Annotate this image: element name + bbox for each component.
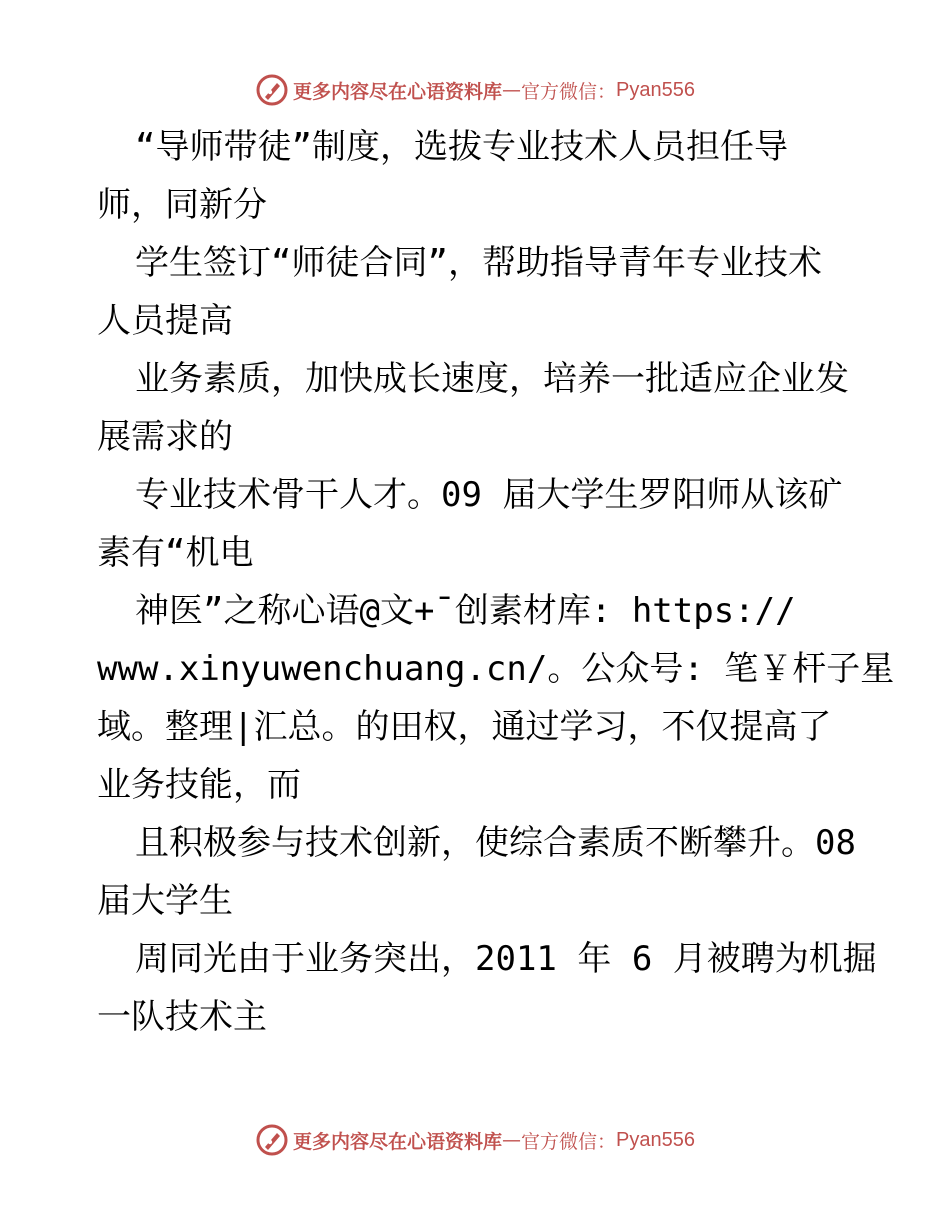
text-line: “导师带徒”制度，选拔专业技术人员担任导: [135, 127, 788, 167]
document-body: [97, 118, 895, 1046]
text-line: 专业技术骨干人才。09 届大学生罗阳师从该矿: [135, 475, 843, 515]
text-line: 周同光由于业务突出，2011 年 6 月被聘为机掘: [135, 939, 877, 979]
text-line: 人员提高: [97, 301, 233, 341]
banner-wechat-id: Pyan556: [616, 1128, 695, 1151]
paragraph: [97, 234, 857, 350]
text-line: 业务素质，加快成长速度，培养一批适应企业发: [135, 359, 849, 399]
banner-wechat-label: 官方微信：: [521, 80, 617, 103]
paragraph: [97, 118, 857, 234]
footer-banner: [0, 1120, 950, 1160]
text-line: 师，同新分: [97, 185, 267, 225]
paragraph: [97, 582, 895, 814]
text-line: 业务技能，而: [97, 765, 301, 805]
banner-separator: —: [502, 1129, 522, 1151]
text-line: 学生签订“师徒合同”，帮助指导青年专业技术: [135, 243, 822, 283]
text-line: 一队技术主: [97, 997, 267, 1037]
paragraph: [97, 930, 877, 1046]
paragraph: [97, 350, 857, 466]
header-banner: [0, 70, 950, 110]
text-line: 素有“机电: [97, 533, 254, 573]
banner-brand-text: 更多内容尽在心语资料库: [293, 1130, 503, 1153]
text-line: 神医”之称心语@文+¯创素材库: https://: [135, 591, 796, 631]
pen-nib-seal-icon: [255, 1123, 289, 1157]
paragraph: [97, 466, 857, 582]
paragraph: [97, 814, 857, 930]
banner-separator: —: [502, 79, 522, 101]
text-line: www.xinyuwenchuang.cn/。公众号: 笔￥杆子星: [97, 649, 895, 689]
banner-wechat-label: 官方微信：: [521, 1130, 617, 1153]
banner-brand-text: 更多内容尽在心语资料库: [293, 80, 503, 103]
text-line: 域。整理|汇总。的田权，通过学习，不仅提高了: [97, 707, 832, 747]
text-line: 展需求的: [97, 417, 233, 457]
text-line: 届大学生: [97, 881, 233, 921]
banner-wechat-id: Pyan556: [616, 78, 695, 101]
pen-nib-seal-icon: [255, 73, 289, 107]
text-line: 且积极参与技术创新，使综合素质不断攀升。08: [135, 823, 856, 863]
